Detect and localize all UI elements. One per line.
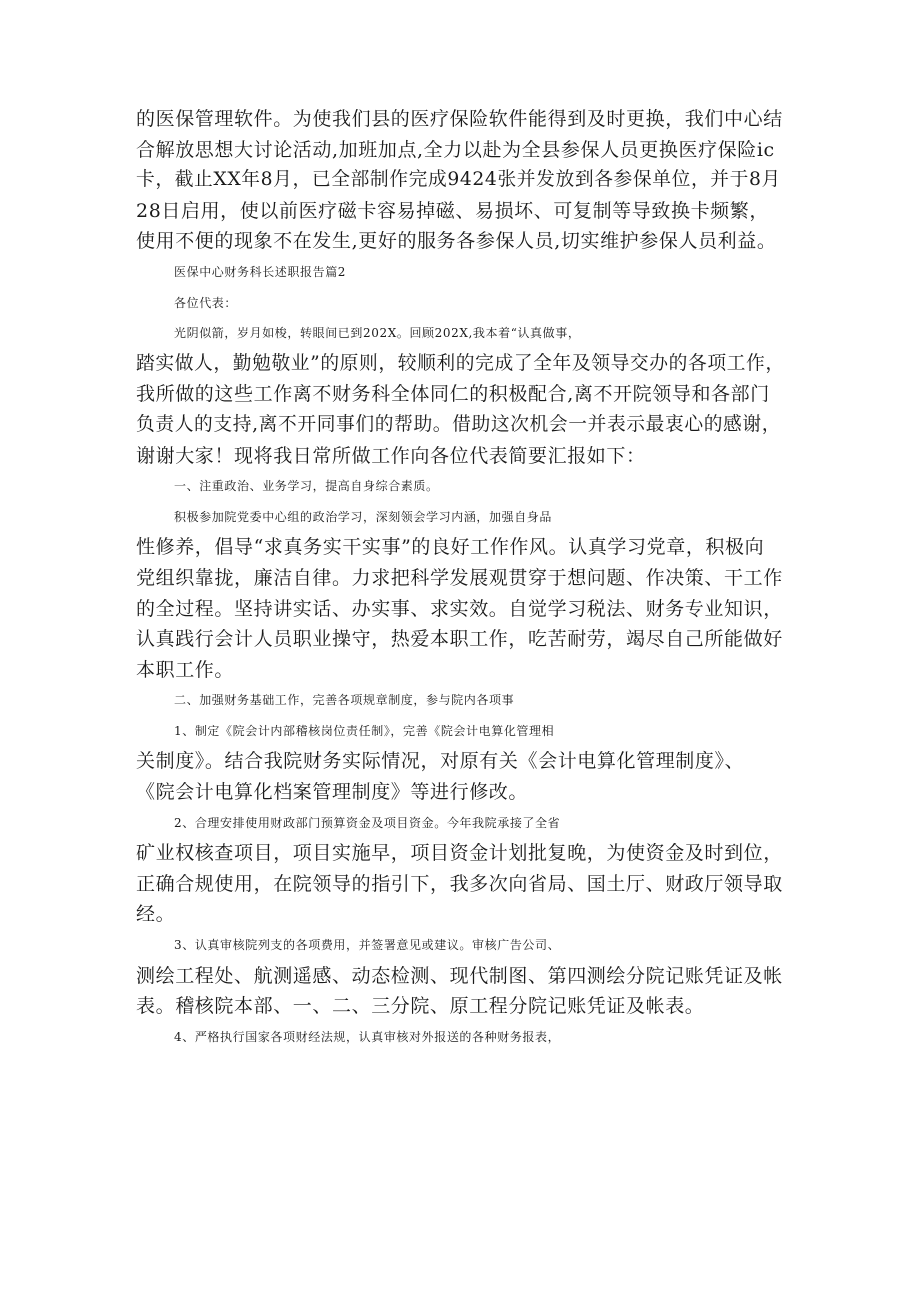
text-line: 矿业权核查项目，项目实施早，项目资金计划批复晚，为使资金及时到位， [136,842,783,865]
text-line: 踏实做人，勤勉敬业”的原则，较顺利的完成了全年及领导交办的各项工作， [136,352,785,374]
text-line: 使用不便的现象不在发生,更好的服务各参保人员,切实维护参保人员利益。 [136,230,777,253]
text-line: 正确合规使用，在院领导的指引下，我多次向省局、国土厅、财政厅领导取 [136,872,783,895]
text-line: 二、加强财务基础工作，完善各项规章制度，参与院内各项事 [174,693,515,708]
text-line: 1、制定《院会计内部稽核岗位责任制》，完善《院会计电算化管理相 [174,723,555,738]
text-line: 的医保管理软件。为使我们县的医疗保险软件能得到及时更换，我们中心结 [136,108,783,130]
text-line: 4、严格执行国家各项财经法规，认真审核对外报送的各种财务报表， [174,1029,561,1044]
text-line: 本职工作。 [136,658,235,681]
text-line: 谢谢大家！现将我日常所做工作向各位代表简要汇报如下： [136,444,646,467]
text-line: 《院会计电算化档案管理制度》等进行修改。 [136,781,529,804]
text-line: 负责人的支持,离不开同事们的帮助。借助这次机会一并表示最衷心的感谢， [136,413,782,435]
text-line: 积极参加院党委中心组的政治学习，深刻领会学习内涵，加强自身品 [174,509,553,524]
text-line: 的全过程。坚持讲实话、办实事、求实效。自觉学习税法、财务专业知识， [136,597,783,620]
text-line: 2、合理安排使用财政部门预算资金及项目资金。今年我院承接了全省 [174,815,561,830]
text-line: 性修养，倡导“求真务实干实事”的良好工作作风。认真学习党章，积极向 [136,536,765,559]
text-line: 28日启用，使以前医疗磁卡容易掉磁、易损坏、可复制等导致换卡频繁， [136,199,769,222]
text-line: 我所做的这些工作离不财务科全体同仁的积极配合,离不开院领导和各部门 [136,383,770,406]
text-line: 经。 [136,903,176,926]
text-line: 卡，截止XX年8月，已全部制作完成9424张并发放到各参保单位，并于8月 [136,169,781,191]
text-line: 认真践行会计人员职业操守，热爱本职工作，吃苦耐劳，竭尽自己所能做好 [136,628,783,651]
text-line: 各位代表： [174,295,238,310]
text-line: 3、认真审核院列支的各项费用，并签署意见或建议。审核广告公司、 [174,938,561,953]
text-line: 一、注重政治、业务学习，提高自身综合素质。 [174,479,439,494]
text-line: 表。稽核院本部、一、二、三分院、原工程分院记账凭证及帐表。 [136,995,705,1018]
text-line: 测绘工程处、航测遥感、动态检测、现代制图、第四测绘分院记账凭证及帐 [136,964,783,987]
text-line: 党组织靠拢，廉洁自律。力求把科学发展观贯穿于想问题、作决策、干工作 [136,566,783,589]
text-line: 关制度》。结合我院财务实际情况，对原有关《会计电算化管理制度》、 [136,750,745,773]
text-line: 合解放思想大讨论活动,加班加点,全力以赴为全县参保人员更换医疗保险ic [136,138,775,161]
text-line: 光阴似箭，岁月如梭，转眼间已到202X。回顾202X,我本着“认真做事， [174,326,581,341]
text-line: 医保中心财务科长述职报告篇2 [174,264,347,279]
